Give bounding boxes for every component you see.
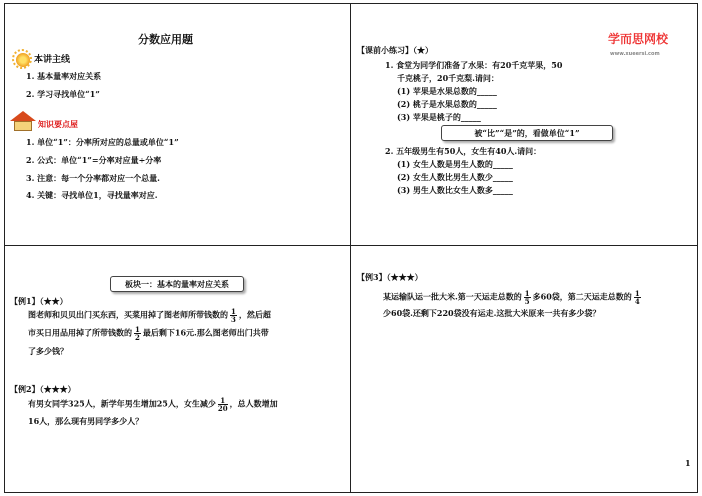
page-number: 1 — [685, 458, 691, 468]
fraction-1-5: $\frac{1}{5}$ — [524, 289, 530, 306]
fraction-1-2: $\frac{1}{2}$ — [135, 325, 140, 342]
point-item-3: 3. 注意：每一个分率都对应一个总量. — [26, 173, 160, 183]
q2-sub-2: (2) 女生人数比男生人数少_____ — [397, 172, 513, 182]
fraction-1-20: $\frac{1}{20}$ — [217, 396, 228, 413]
q1-sub-2: (2) 桃子是水果总数的_____ — [397, 99, 497, 109]
q1-line-2: 千克桃子，20千克梨.请问： — [397, 73, 499, 83]
q2-line-1: 2. 五年级男生有50人，女生有40人.请问： — [385, 146, 542, 156]
section-points-heading: 知识要点屋 — [38, 119, 78, 129]
point-item-1: 1. 单位“1”：分率所对应的总量或单位“1” — [26, 137, 179, 147]
practice-header: 【课前小练习】（★） — [357, 45, 433, 55]
slide-1-title: 分数应用题 — [138, 33, 193, 46]
fraction-1-4: $\frac{1}{4}$ — [634, 289, 640, 306]
q2-sub-1: (1) 女生人数是男生人数的_____ — [397, 159, 513, 169]
sun-icon — [16, 53, 30, 67]
section-main-heading: 本讲主线 — [34, 55, 71, 65]
example-1-line-2: 市买日用品用掉了所带钱数的 $\frac{1}{2}$ 最后剩下16元.那么图老师出门共带 — [28, 325, 269, 342]
q2-sub-3: (3) 男生人数比女生人数多_____ — [397, 185, 513, 195]
example-3-line-1: 某运输队运一批大米.第一天运走总数的 $\frac{1}{5}$ 多60袋，第二天运走总数的 $\frac{1}{4}$ — [383, 289, 640, 306]
example-1-line-1: 图老师和贝贝出门买东西，买菜用掉了图老师所带钱数的 $\frac{1}{3}$ ，然后超 — [28, 307, 271, 324]
q1-sub-3: (3) 苹果是桃子的_____ — [397, 112, 481, 122]
point-item-2: 2. 公式：单位“1”=分率对应量÷分率 — [26, 155, 162, 165]
example-3-label: 【例3】（★★★） — [357, 272, 423, 282]
tip-box: 被“比”“是”的，看做单位“1” — [441, 125, 613, 141]
fraction-1-3: $\frac{1}{3}$ — [231, 307, 236, 324]
house-icon — [10, 111, 36, 131]
example-2-line-2: 16人，那么现有男同学多少人？ — [28, 416, 144, 426]
example-1-label: 【例1】（★★） — [10, 296, 68, 306]
brand-logo: 学而思网校www.xueersi.com — [608, 32, 669, 57]
slide-4 — [351, 246, 698, 493]
q1-sub-1: (1) 苹果是水果总数的_____ — [397, 86, 497, 96]
example-2-label: 【例2】（★★★） — [10, 384, 76, 394]
main-item-2: 2. 学习寻找单位“1” — [26, 89, 100, 99]
slide-2 — [351, 3, 698, 246]
example-3-line-2: 少60袋.还剩下220袋没有运走.这批大米原来一共有多少袋？ — [383, 308, 601, 318]
q1-line-1: 1. 食堂为同学们准备了水果：有20千克苹果，50 — [385, 60, 563, 70]
slide-1 — [4, 3, 351, 246]
slide-3 — [4, 246, 351, 493]
point-item-4: 4. 关键：寻找单位1，寻找量率对应. — [26, 190, 158, 200]
main-item-1: 1. 基本量率对应关系 — [26, 71, 102, 81]
module-title-box: 板块一：基本的量率对应关系 — [110, 276, 244, 292]
example-1-line-3: 了多少钱？ — [28, 346, 68, 356]
example-2-line-1: 有男女同学325人，新学年男生增加25人，女生减少 $\frac{1}{20}$ ，总人数增加 — [28, 396, 278, 413]
